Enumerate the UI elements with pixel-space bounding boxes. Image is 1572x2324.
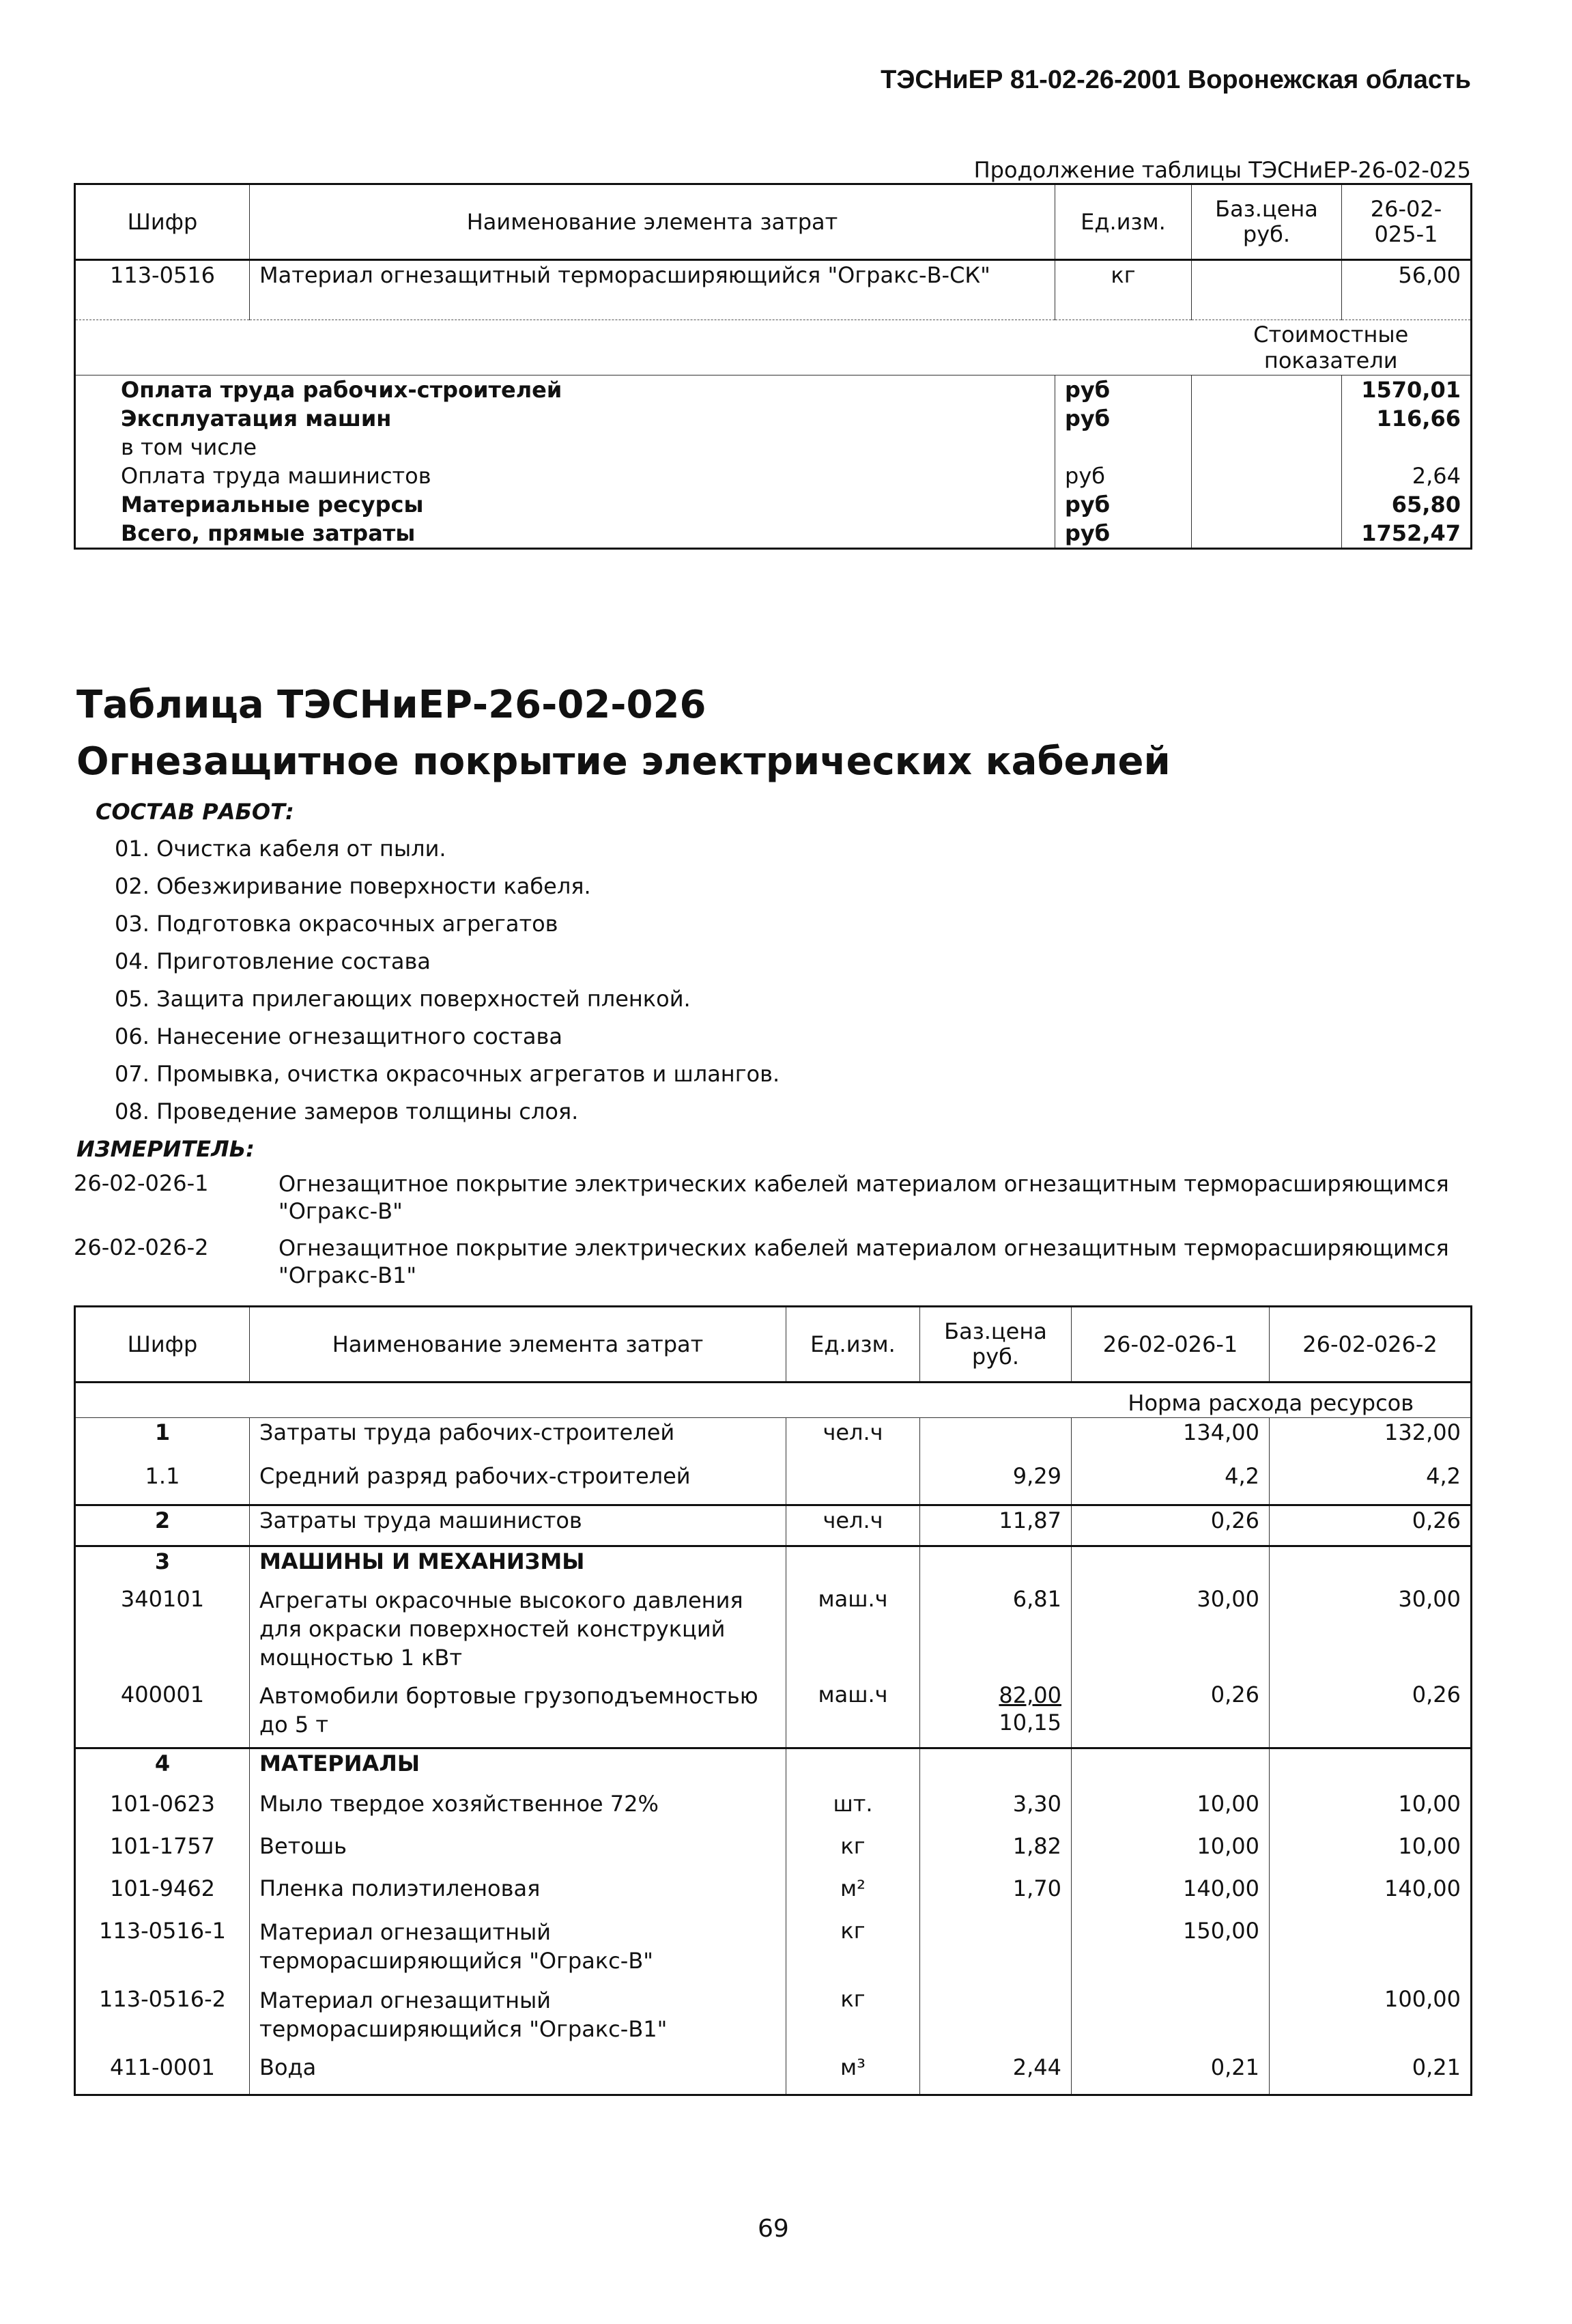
cell-value-2: 10,00 (1270, 1789, 1472, 1832)
work-item: 07. Промывка, очистка окрасочных агрегатов и шлангов. (115, 1061, 780, 1087)
cell-code: 101-1757 (109, 1832, 216, 1859)
cost-row (75, 519, 1472, 549)
cell-name: Затраты труда машинистов (250, 1505, 786, 1546)
page-number: 69 (758, 2215, 789, 2243)
cost-row (75, 462, 1472, 490)
cost-value: 1752,47 (1342, 519, 1472, 549)
cell-code: 340101 (120, 1585, 205, 1612)
cost-unit (1055, 433, 1192, 462)
col-header-price: Баз.цена руб. (920, 1307, 1072, 1383)
work-item: 05. Защита прилегающих поверхностей пленкой. (115, 986, 691, 1012)
norm-section-title: Норма расхода ресурсов (1072, 1383, 1472, 1418)
cell-value: 56,00 (1342, 260, 1472, 320)
cost-value (1342, 433, 1472, 462)
cell-name: Автомобили бортовые грузоподъемностью до 5 т (250, 1680, 786, 1748)
work-item: 08. Проведение замеров толщины слоя. (115, 1099, 579, 1124)
cell-value-2: 30,00 (1270, 1585, 1472, 1680)
cell-value-1 (1072, 1985, 1270, 2053)
cost-unit: руб (1055, 462, 1192, 490)
cell-value-2: 4,2 (1270, 1462, 1472, 1505)
cell-code: 1 (154, 1419, 171, 1445)
col-header-norm: 26-02-025-1 (1342, 184, 1472, 260)
cost-unit: руб (1055, 375, 1192, 405)
cell-price (1192, 260, 1342, 320)
cell-unit: кг (786, 1832, 920, 1874)
table-row (75, 1585, 1472, 1680)
price-secondary: 10,15 (999, 1709, 1061, 1735)
cell-code: 411-0001 (109, 2054, 216, 2080)
measure-label: ИЗМЕРИТЕЛЬ: (76, 1136, 255, 1162)
cell-code: 113-0516-1 (99, 1917, 226, 1944)
cost-value: 2,64 (1342, 462, 1472, 490)
cell-price: 2,44 (920, 2053, 1072, 2095)
cell-name: МАШИНЫ И МЕХАНИЗМЫ (250, 1546, 786, 1585)
cell-unit: м² (786, 1874, 920, 1916)
cell-code: 2 (75, 1505, 250, 1546)
cost-row (75, 433, 1472, 462)
work-item: 02. Обезжиривание поверхности кабеля. (115, 873, 591, 899)
measure-code: 26-02-026-1 (74, 1170, 209, 1196)
cell-value-1: 10,00 (1072, 1832, 1270, 1874)
cell-code: 1.1 (145, 1462, 180, 1489)
cell-unit: маш.ч (786, 1585, 920, 1680)
cost-value: 1570,01 (1342, 375, 1472, 405)
col-header-code: Шифр (75, 1307, 250, 1383)
cell-value-1: 0,26 (1072, 1505, 1270, 1546)
table-row (75, 1462, 1472, 1505)
cell-price: 6,81 (920, 1585, 1072, 1680)
cell-name: Мыло твердое хозяйственное 72% (250, 1789, 786, 1832)
cell-value-2: 140,00 (1270, 1874, 1472, 1916)
cell-value-1: 150,00 (1072, 1916, 1270, 1985)
cost-value: 116,66 (1342, 404, 1472, 433)
col-header-norm-2: 26-02-026-2 (1270, 1307, 1472, 1383)
cell-name: Материал огнезащитный терморасширяющийся "Огракс-В1" (250, 1985, 786, 2053)
cost-section-title-row (75, 320, 1472, 375)
cost-label: Всего, прямые затраты (121, 520, 416, 546)
cell-code: 3 (75, 1546, 250, 1585)
cell-value-1: 10,00 (1072, 1789, 1270, 1832)
col-header-norm-1: 26-02-026-1 (1072, 1307, 1270, 1383)
cost-row (75, 490, 1472, 519)
cost-unit: руб (1055, 519, 1192, 549)
table-title: Таблица ТЭСНиЕР-26-02-026 (76, 683, 706, 727)
works-label: СОСТАВ РАБОТ: (96, 799, 294, 825)
cell-unit: м³ (786, 2053, 920, 2095)
cost-label: в том числе (121, 434, 257, 460)
col-header-name: Наименование элемента затрат (250, 1307, 786, 1383)
cell-value-1: 140,00 (1072, 1874, 1270, 1916)
cell-price: 11,87 (920, 1505, 1072, 1546)
cell-name: Материал огнезащитный терморасширяющийся "Огракс-В-СК" (250, 260, 1055, 320)
cost-row (75, 404, 1472, 433)
cell-value-1: 4,2 (1072, 1462, 1270, 1505)
cell-unit: чел.ч (786, 1418, 920, 1462)
cell-unit: шт. (786, 1789, 920, 1832)
cell-code: 113-0516 (109, 262, 216, 288)
col-header-price: Баз.цена руб. (1192, 184, 1342, 260)
document-header: ТЭСНиЕР 81-02-26-2001 Воронежская область (881, 66, 1471, 94)
cell-name: Агрегаты окрасочные высокого давления для окраски поверхностей конструкций мощностью 1 кВт (250, 1585, 786, 1680)
cell-name: МАТЕРИАЛЫ (250, 1748, 786, 1789)
cell-unit: кг (786, 1985, 920, 2053)
table-row (75, 1418, 1472, 1462)
measure-code: 26-02-026-2 (74, 1234, 209, 1260)
norm-section-title-row (75, 1383, 1472, 1418)
cell-value-2: 100,00 (1270, 1985, 1472, 2053)
cost-label: Эксплуатация машин (121, 406, 392, 431)
cell-code: 400001 (120, 1681, 205, 1707)
cell-unit: маш.ч (786, 1680, 920, 1748)
work-item: 03. Подготовка окрасочных агрегатов (115, 911, 558, 937)
cell-price (920, 1680, 1072, 1748)
cost-value: 65,80 (1342, 490, 1472, 519)
work-item: 06. Нанесение огнезащитного состава (115, 1023, 562, 1049)
table-continuation-caption: Продолжение таблицы ТЭСНиЕР-26-02-025 (973, 157, 1471, 183)
section-subtitle: Огнезащитное покрытие электрических кабелей (76, 739, 1171, 784)
cell-price: 9,29 (920, 1462, 1072, 1505)
cell-price (920, 1985, 1072, 2053)
table-row (75, 1874, 1472, 1916)
group-row (75, 1748, 1472, 1789)
table-row (75, 1789, 1472, 1832)
cell-unit (786, 1462, 920, 1505)
cell-price: 1,70 (920, 1874, 1072, 1916)
cell-unit: кг (1055, 260, 1192, 320)
cell-unit: кг (786, 1916, 920, 1985)
table-row (75, 2053, 1472, 2095)
col-header-unit: Ед.изм. (786, 1307, 920, 1383)
cell-price: 1,82 (920, 1832, 1072, 1874)
cell-price: 3,30 (920, 1789, 1072, 1832)
cost-section-title: Стоимостные показатели (1192, 320, 1472, 375)
cell-value-1: 0,21 (1072, 2053, 1270, 2095)
cell-code: 113-0516-2 (99, 1985, 226, 2012)
table-row (75, 1916, 1472, 1985)
table-26-02-026 (74, 1305, 1472, 2096)
cell-name: Средний разряд рабочих-строителей (250, 1462, 786, 1505)
cell-name: Пленка полиэтиленовая (250, 1874, 786, 1916)
table-row (75, 1985, 1472, 2053)
cell-value-1: 0,26 (1072, 1680, 1270, 1748)
cell-price (920, 1418, 1072, 1462)
table-26-02-025-continuation (74, 183, 1472, 550)
table-row (75, 1680, 1472, 1748)
table-row (75, 1832, 1472, 1874)
cell-value-2: 132,00 (1270, 1418, 1472, 1462)
cell-value-1: 134,00 (1072, 1418, 1270, 1462)
cell-value-2: 0,21 (1270, 2053, 1472, 2095)
cell-name: Материал огнезащитный терморасширяющийся "Огракс-В" (250, 1916, 786, 1985)
table-row (75, 260, 1472, 320)
cell-price (920, 1916, 1072, 1985)
measure-text: Огнезащитное покрытие электрических кабелей материалом огнезащитным терморасширяющимся "Огракс-В" (278, 1171, 1449, 1224)
cell-code: 101-9462 (109, 1875, 216, 1901)
work-item: 04. Приготовление состава (115, 948, 431, 974)
price-primary: 82,00 (999, 1682, 1061, 1708)
measure-text: Огнезащитное покрытие электрических кабелей материалом огнезащитным терморасширяющимся "Огракс-В1" (278, 1235, 1449, 1288)
cost-label: Материальные ресурсы (121, 492, 424, 518)
cell-value-2 (1270, 1916, 1472, 1985)
table-header-row (75, 1307, 1472, 1383)
cost-label: Оплата труда машинистов (121, 463, 431, 489)
col-header-name: Наименование элемента затрат (250, 184, 1055, 260)
cell-value-2: 0,26 (1270, 1680, 1472, 1748)
cell-name: Ветошь (250, 1832, 786, 1874)
cell-value-1: 30,00 (1072, 1585, 1270, 1680)
cost-unit: руб (1055, 490, 1192, 519)
cell-value-2: 10,00 (1270, 1832, 1472, 1874)
cell-value-2: 0,26 (1270, 1505, 1472, 1546)
group-row (75, 1546, 1472, 1585)
cell-name: Вода (250, 2053, 786, 2095)
col-header-unit: Ед.изм. (1055, 184, 1192, 260)
cell-code: 4 (75, 1748, 250, 1789)
table-row (75, 1505, 1472, 1546)
work-item: 01. Очистка кабеля от пыли. (115, 836, 446, 862)
cost-unit: руб (1055, 404, 1192, 433)
cell-unit: чел.ч (786, 1505, 920, 1546)
cell-name: Затраты труда рабочих-строителей (250, 1418, 786, 1462)
cost-row (75, 375, 1472, 405)
cell-code: 101-0623 (109, 1790, 216, 1817)
cost-label: Оплата труда рабочих-строителей (121, 377, 562, 403)
col-header-code: Шифр (75, 184, 250, 260)
table-header-row (75, 184, 1472, 260)
